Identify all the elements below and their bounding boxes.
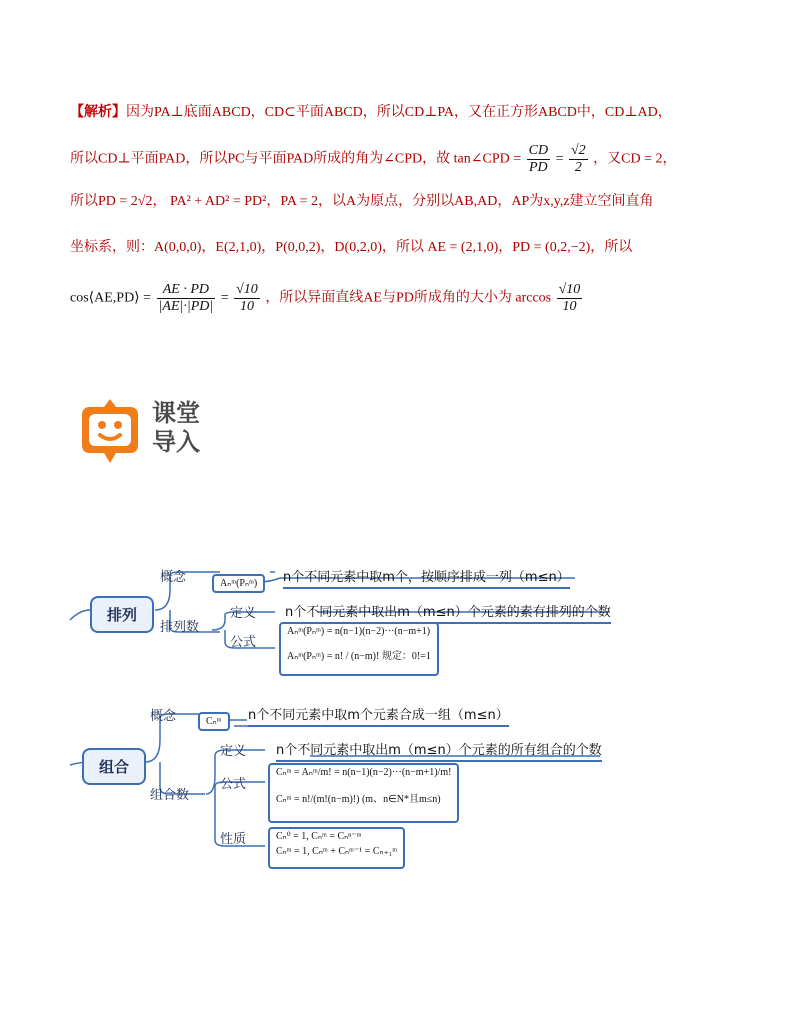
mindmap-root-combination: 组合	[82, 748, 146, 785]
solution-text-1: 因为PA⊥底面ABCD，CD⊂平面ABCD，所以CD⊥PA，又在正方形ABCD中，CD⊥AD，	[126, 105, 672, 120]
perm-formula-box	[279, 622, 439, 676]
robot-face-icon	[78, 397, 142, 465]
fraction-denominator: 10	[562, 299, 577, 314]
solution-line-5	[70, 282, 740, 315]
perm-concept-text: n个不同元素中取m个，按顺序排成一列（m≤n）	[283, 566, 570, 589]
banner-line-2: 导入	[152, 428, 200, 456]
perm-formula-2: Aₙᵐ(Pₙᵐ) = n! / (n−m)! 规定：0!=1	[287, 651, 431, 662]
equals-sign: =	[555, 151, 564, 167]
fraction-denominator: PD	[529, 160, 548, 175]
fraction-denominator: 10	[239, 299, 254, 314]
comb-def-text: n个不同元素中取出m（m≤n）个元素的所有组合的个数	[276, 739, 602, 762]
fraction-numerator: √10	[558, 282, 581, 297]
solution-line-1	[70, 101, 740, 121]
banner-title	[152, 399, 200, 457]
comb-formula-2: Cₙᵐ = n!/(m!(n−m)!) (m、n∈N*且m≤n)	[276, 794, 441, 805]
classroom-banner-icon	[78, 397, 142, 465]
comb-count-label: 组合数	[150, 788, 190, 803]
perm-concept-box: Aₙᵐ(Pₙᵐ)	[212, 574, 265, 593]
perm-concept-label: 概念	[160, 570, 187, 585]
comb-prop-label: 性质	[220, 832, 247, 847]
comb-concept-label: 概念	[150, 709, 177, 724]
fraction-dot-product	[157, 282, 216, 315]
equals-sign: =	[220, 290, 229, 306]
solution-line-4: 坐标系，则：A(0,0,0)，E(2,1,0)，P(0,0,2)，D(0,2,0)，所以 AE = (2,1,0)，PD = (0,2,−2)，所以	[70, 240, 633, 255]
fraction-root10-10	[234, 282, 260, 315]
solution-line-3: 所以PD = 2√2， PA² + AD² = PD²，PA = 2，以A为原点，分别以AB,AD，AP为x,y,z建立空间直角	[70, 194, 654, 209]
fraction-arccos	[557, 282, 583, 315]
comb-prop-2: Cₙᵐ = 1, Cₙᵐ + Cₙᵐ⁻¹ = Cₙ₊₁ᵐ	[276, 846, 398, 857]
perm-def-label: 定义	[230, 606, 257, 621]
banner-line-1: 课堂	[152, 399, 200, 427]
comb-formula-1: Cₙᵐ = Aₙᵐ/m! = n(n−1)(n−2)···(n−m+1)/m!	[276, 767, 452, 778]
fraction-numerator: CD	[528, 143, 549, 158]
comb-concept-box: Cₙᵐ	[198, 712, 230, 731]
comb-prop-1: Cₙ⁰ = 1, Cₙᵐ = Cₙⁿ⁻ᵐ	[276, 831, 362, 842]
perm-def-text: n个不同元素中取出m（m≤n）个元素的素有排列的个数	[285, 601, 611, 624]
fraction-numerator: √10	[236, 282, 258, 297]
perm-count-label: 排列数	[160, 620, 200, 635]
solution-text-5b: ，所以异面直线AE与PD所成角的大小为 arccos	[265, 290, 552, 306]
solution-line-2	[70, 143, 740, 176]
mindmap-root-permutation: 排列	[90, 596, 154, 633]
cos-expression: cos⟨AE,PD⟩ =	[70, 290, 152, 306]
solution-tag: 【解析】	[70, 105, 126, 120]
comb-formula-label: 公式	[220, 777, 247, 792]
fraction-numerator: √2	[570, 143, 586, 158]
solution-text-2a: 所以CD⊥平面PAD，所以PC与平面PAD所成的角为∠CPD，故 tan∠CPD =	[70, 151, 522, 167]
comb-prop-box	[268, 827, 405, 869]
comb-concept-text: n个不同元素中取m个元素合成一组（m≤n）	[248, 704, 509, 727]
solution-text-2b: ，又CD = 2，	[593, 151, 677, 167]
perm-formula-1: Aₙᵐ(Pₙᵐ) = n(n−1)(n−2)···(n−m+1)	[287, 626, 431, 637]
comb-def-label: 定义	[220, 744, 247, 759]
fraction-cd-pd	[527, 143, 550, 176]
fraction-denominator: 2	[574, 160, 582, 175]
fraction-denominator: |AE|·|PD|	[158, 299, 214, 314]
fraction-root2-2	[569, 143, 588, 176]
comb-formula-box	[268, 763, 459, 823]
perm-formula-label: 公式	[230, 635, 257, 650]
fraction-numerator: AE · PD	[157, 282, 216, 299]
